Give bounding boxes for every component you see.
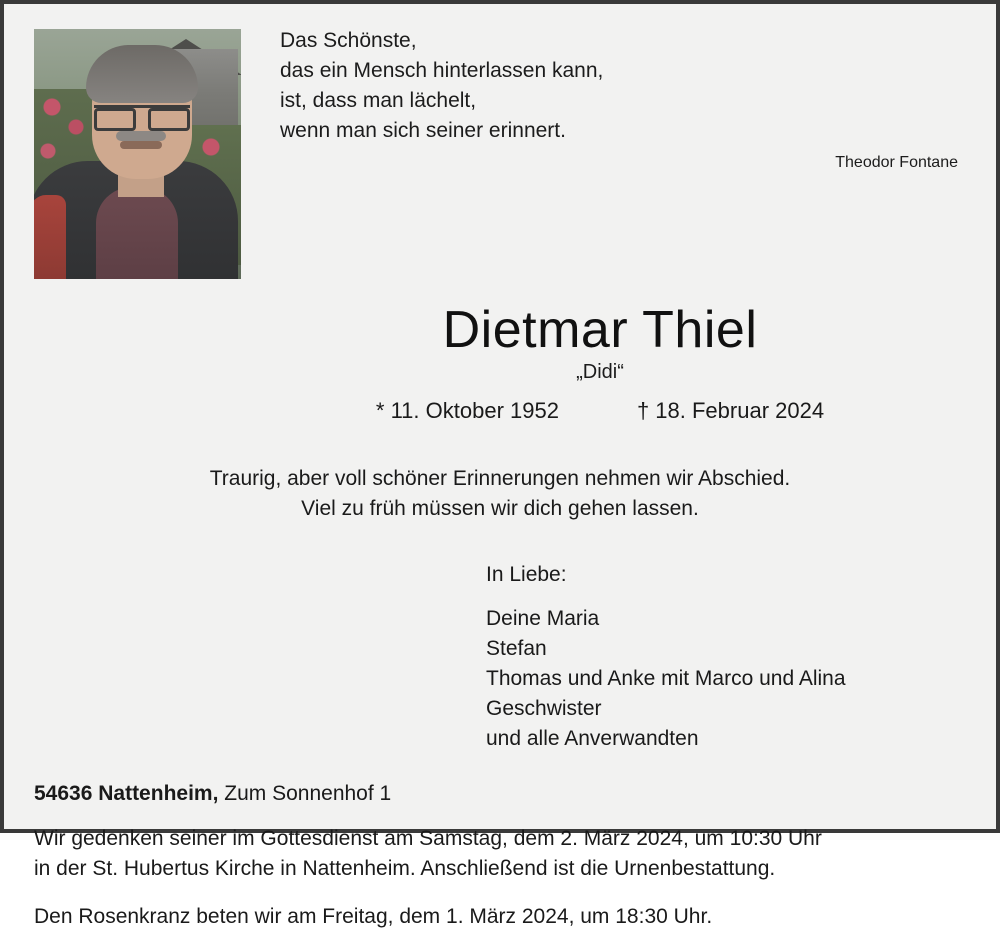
farewell-message [34,464,966,524]
photo-mouth [120,141,162,149]
mourner-item: und alle Anverwandten [486,727,699,750]
quote-line-4: wenn man sich seiner erinnert. [280,119,566,142]
service-line-2: in der St. Hubertus Kirche in Nattenheim. Anschließend ist die Urnenbestattung. [34,857,776,880]
address-line [34,780,966,808]
address-street: Zum Sonnenhof 1 [218,782,392,805]
rosary-info: Den Rosenkranz beten wir am Freitag, dem 1. März 2024, um 18:30 Uhr. [34,905,713,928]
birth-date: * 11. Oktober 1952 [375,398,559,423]
life-dates [234,398,966,424]
name-block [34,301,966,424]
mourners-heading: In Liebe: [486,563,567,586]
mourner-item: Deine Maria [486,607,600,630]
farewell-line-1: Traurig, aber voll schöner Erinnerungen nehmen wir Abschied. [209,467,791,490]
quote-author: Theodor Fontane [835,154,958,171]
photo-moustache [116,131,166,141]
death-date: † 18. Februar 2024 [636,398,825,423]
mourner-item: Geschwister [486,697,602,720]
photo-hair [86,45,198,103]
deceased-name: Dietmar Thiel [442,301,758,359]
quote-line-2: das ein Mensch hinterlassen kann, [280,59,604,82]
mourners-list [34,604,966,754]
farewell-line-2: Viel zu früh müssen wir dich gehen lassen. [301,497,699,520]
quote-block [256,22,966,172]
address-city: 54636 Nattenheim, [34,782,219,805]
header-area [34,22,966,279]
deceased-nickname: „Didi“ [576,361,624,383]
quote-line-3: ist, dass man lächelt, [280,89,477,112]
service-line-1: Wir gedenken seiner im Gottesdienst am Samstag, dem 2. März 2024, um 10:30 Uhr [34,827,822,850]
mourner-item: Thomas und Anke mit Marco und Alina [486,667,846,690]
portrait-photo [34,29,241,279]
quote-line-1: Das Schönste, [280,29,417,52]
service-info [34,824,966,884]
portrait-container [34,22,256,279]
photo-red-garment [34,195,66,279]
mourner-item: Stefan [486,637,547,660]
photo-glasses [94,105,190,127]
photo-shirt [96,187,178,279]
